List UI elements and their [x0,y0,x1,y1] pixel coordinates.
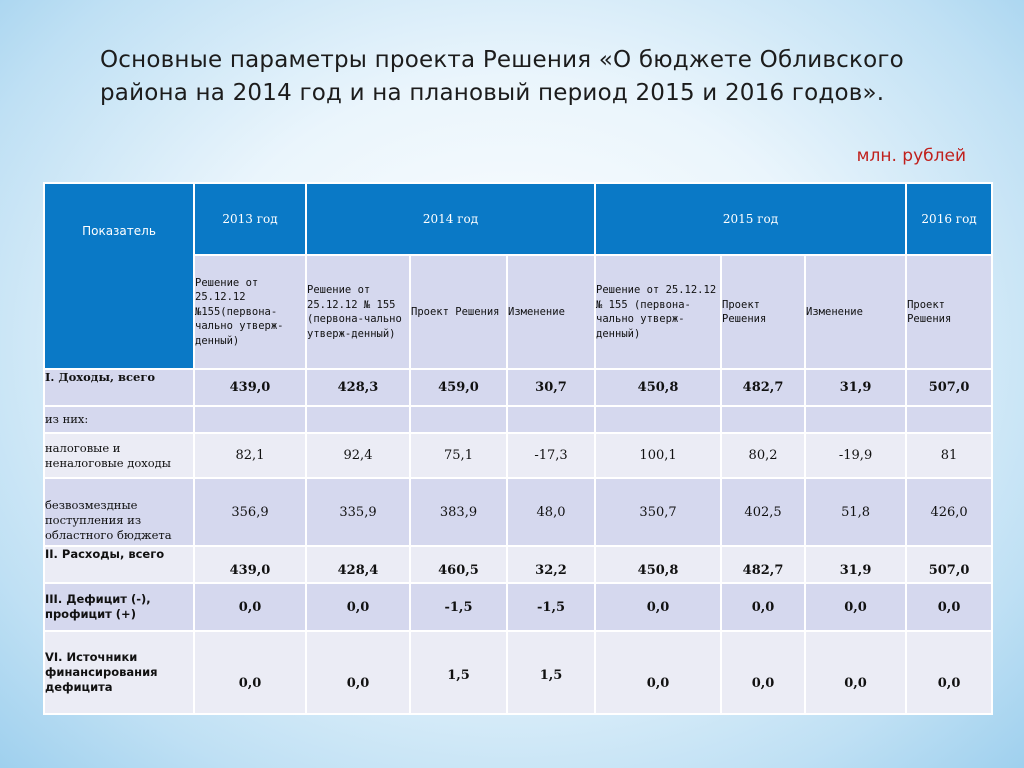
table-row [44,583,992,631]
table-cell: 100,1 [595,433,721,478]
row-label: VI. Источники финансирования дефицита [44,631,194,714]
subheader-cell: Изменение [805,255,906,369]
table-cell: 1,5 [410,631,507,714]
table-cell: -19,9 [805,433,906,478]
table-cell [306,406,410,433]
table-cell: 92,4 [306,433,410,478]
table-cell: 0,0 [805,631,906,714]
units-label: млн. рублей [856,146,966,166]
row-label: II. Расходы, всего [44,546,194,583]
table-cell: -1,5 [410,583,507,631]
table-cell: 0,0 [721,583,805,631]
table-cell: 48,0 [507,478,595,546]
budget-table [43,182,993,715]
table-cell: 32,2 [507,546,595,583]
table-cell: 80,2 [721,433,805,478]
table-cell [507,406,595,433]
table-cell: 82,1 [194,433,306,478]
table-cell: -17,3 [507,433,595,478]
table-cell: 450,8 [595,546,721,583]
table-row [44,433,992,478]
table-cell: 0,0 [194,583,306,631]
table-cell: 507,0 [906,546,992,583]
table-cell: 439,0 [194,546,306,583]
subheader-cell: Изменение [507,255,595,369]
subheader-cell: Решение от 25.12.12 № 155 (первона-чально утверж-денный) [306,255,410,369]
table-cell: 1,5 [507,631,595,714]
table-row [44,478,992,546]
table-cell: 0,0 [805,583,906,631]
table-cell [906,406,992,433]
header-indicator: Показатель [44,183,194,369]
table-cell: 51,8 [805,478,906,546]
table-cell: 335,9 [306,478,410,546]
subheader-cell: Проект Решения [721,255,805,369]
table-cell: 0,0 [306,631,410,714]
page-title: Основные параметры проекта Решения «О бюджете Обливского района на 2014 год и на плановый период 2015 и 2016 годов». [100,47,904,106]
table-row [44,369,992,406]
table-cell: 428,4 [306,546,410,583]
table-cell: 402,5 [721,478,805,546]
subheader-cell: Проект Решения [906,255,992,369]
table-cell: 383,9 [410,478,507,546]
table-cell [595,406,721,433]
table-cell [410,406,507,433]
table-cell: 31,9 [805,369,906,406]
table-cell: 459,0 [410,369,507,406]
table-cell: 75,1 [410,433,507,478]
header-2014: 2014 год [306,183,595,255]
table-cell: 31,9 [805,546,906,583]
table-cell: 428,3 [306,369,410,406]
subheader-cell: Решение от 25.12.12 № 155 (первона-чально утверж-денный) [595,255,721,369]
table-cell [194,406,306,433]
table-cell: 30,7 [507,369,595,406]
table-cell [805,406,906,433]
table-cell: 507,0 [906,369,992,406]
row-label: налоговые и неналоговые доходы [44,433,194,478]
table-cell: 356,9 [194,478,306,546]
header-2015: 2015 год [595,183,906,255]
table-cell: 0,0 [595,631,721,714]
table-cell: 482,7 [721,369,805,406]
table-cell: 0,0 [595,583,721,631]
table-cell: 450,8 [595,369,721,406]
table-cell: 482,7 [721,546,805,583]
subheader-cell: Решение от 25.12.12 №155(первона-чально утверж-денный) [194,255,306,369]
table-row [44,406,992,433]
table-cell: 460,5 [410,546,507,583]
subheader-cell: Проект Решения [410,255,507,369]
table-cell: 350,7 [595,478,721,546]
table-cell [721,406,805,433]
table-cell: 0,0 [721,631,805,714]
row-label: безвозмездные поступления из областного бюджета [44,478,194,546]
table-cell: 439,0 [194,369,306,406]
table-cell: 0,0 [906,631,992,714]
table-cell: -1,5 [507,583,595,631]
header-2016: 2016 год [906,183,992,255]
header-2013: 2013 год [194,183,306,255]
table-cell: 0,0 [194,631,306,714]
row-label: III. Дефицит (-), профицит (+) [44,583,194,631]
table-cell: 81 [906,433,992,478]
table-cell: 426,0 [906,478,992,546]
table-row [44,546,992,583]
table-cell: 0,0 [306,583,410,631]
table-row [44,631,992,714]
row-label: из них: [44,406,194,433]
row-label: I. Доходы, всего [44,369,194,406]
table-cell: 0,0 [906,583,992,631]
